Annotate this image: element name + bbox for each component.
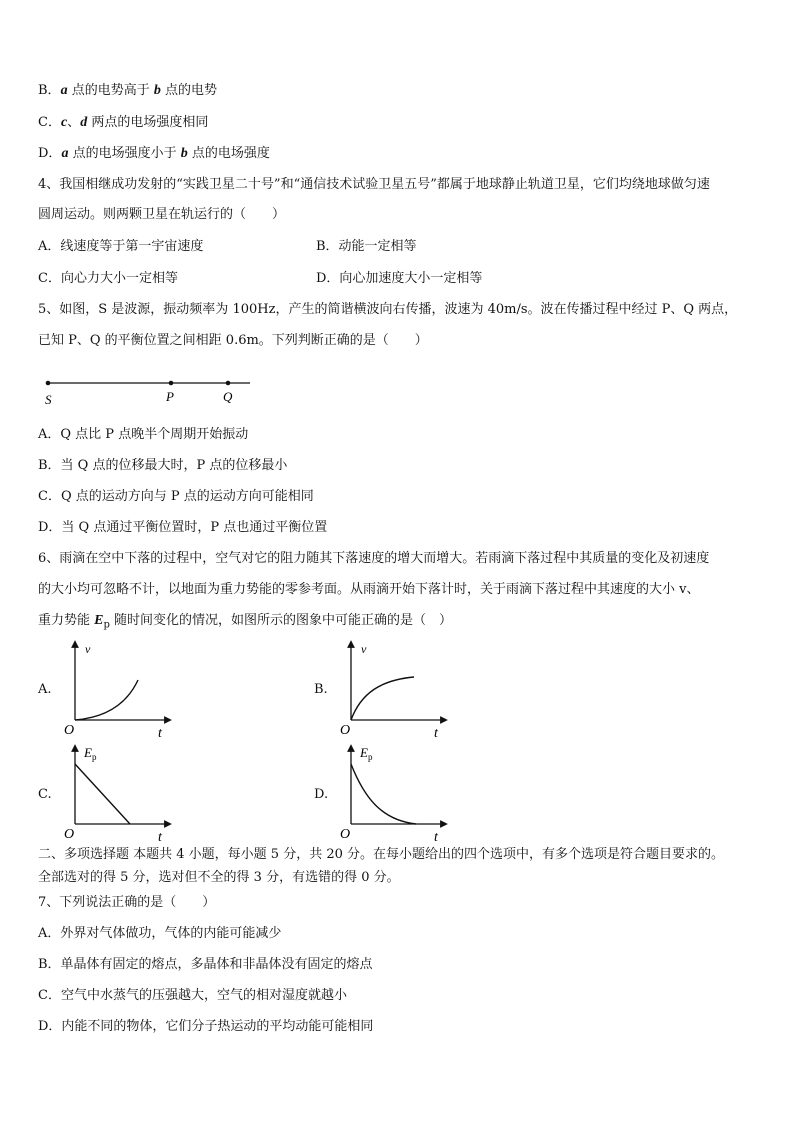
q4-option-c: C．向心力大小一定相等 [38,271,178,286]
x-label: t [434,726,438,738]
q3-option-b: B．a 点的电势高于 b 点的电势 [38,83,217,98]
q7-option-a: A．外界对气体做功，气体的内能可能减少 [38,926,282,941]
q5-option-b: B．当 Q 点的位移最大时，P 点的位移最小 [38,458,288,473]
x-label: t [434,830,438,842]
graph-b [336,638,456,738]
origin-label: O [64,723,75,738]
q5-option-a: A．Q 点比 P 点晚半个周期开始振动 [38,427,249,442]
q4-stem-line2: 圆周运动。则两颗卫星在轨运行的（ ） [38,207,286,222]
source-point [46,381,51,386]
q6-stem-line1: 6、雨滴在空中下落的过程中，空气对它的阻力随其下落速度的增大而增大。若雨滴下落过程中其质量的变化及初速度 [38,551,710,566]
q7-option-d: D．内能不同的物体，它们分子热运动的平均动能可能相同 [38,1019,374,1034]
graph-c [60,742,180,842]
curve [75,680,138,720]
point-q [226,381,231,386]
label-q: Q [223,389,233,404]
graph-c-label: C. [38,787,52,802]
q6-stem-line3: 重力势能 $E_p$ 随时间变化的情况，如图所示的图象中可能正确的是（ ） [38,613,453,631]
q4-option-d: D．向心加速度大小一定相等 [316,271,483,286]
q5-wave-figure [38,372,268,408]
graph-b-label: B. [314,682,328,697]
y-label: v [85,642,91,656]
curve [351,764,416,824]
section2-line2: 全部选对的得 5 分，选对但不全的得 3 分，有选错的得 0 分。 [38,870,400,885]
origin-label: O [340,723,351,738]
q5-option-c: C．Q 点的运动方向与 P 点的运动方向可能相同 [38,489,314,504]
graph-a [60,638,180,738]
origin-label: O [340,827,351,842]
q5-stem-line1: 5、如图，S 是波源，振动频率为 100Hz，产生的简谐横波向右传播，波速为 40m/s。波在传播过程中经过 P、Q 两点， [38,302,738,317]
x-label: t [158,726,162,738]
graph-d [336,742,456,842]
q7-option-c: C．空气中水蒸气的压强越大，空气的相对湿度就越小 [38,988,347,1003]
q7-option-b: B．单晶体有固定的熔点，多晶体和非晶体没有固定的熔点 [38,957,373,972]
q7-stem: 7、下列说法正确的是（ ） [38,895,216,910]
y-label: v [361,642,367,656]
q6-stem-line2: 的大小均可忽略不计，以地面为重力势能的零参考面。从雨滴开始下落计时，关于雨滴下落过程中其速度的大小 v、 [38,582,700,597]
label-p: P [166,389,174,404]
y-label: $E_p$ [360,745,373,762]
point-p [169,381,174,386]
q5-stem-line2: 已知 P、Q 的平衡位置之间相距 0.6m。下列判断正确的是（ ） [38,333,428,348]
q3-option-d: D．a 点的电场强度小于 b 点的电场强度 [38,146,270,161]
curve [351,677,414,720]
q5-option-d: D．当 Q 点通过平衡位置时，P 点也通过平衡位置 [38,520,328,535]
q4-option-b: B．动能一定相等 [316,239,417,254]
label-s: S [45,392,52,407]
x-label: t [158,830,162,842]
y-label: $E_p$ [84,745,97,762]
section2-line1: 二、多项选择题 本题共 4 小题，每小题 5 分，共 20 分。在每小题给出的四个选项中，有多个选项是符合题目要求的。 [38,847,725,862]
line [75,764,130,824]
q3-option-c: C．c、d 两点的电场强度相同 [38,115,209,130]
origin-label: O [64,827,75,842]
q4-stem-line1: 4、我国相继成功发射的“实践卫星二十号”和“通信技术试验卫星五号”都属于地球静止轨道卫星，它们均绕地球做匀速 [38,177,710,192]
graph-a-label: A. [38,682,52,697]
graph-d-label: D. [314,787,329,802]
q4-option-a: A．线速度等于第一宇宙速度 [38,239,204,254]
